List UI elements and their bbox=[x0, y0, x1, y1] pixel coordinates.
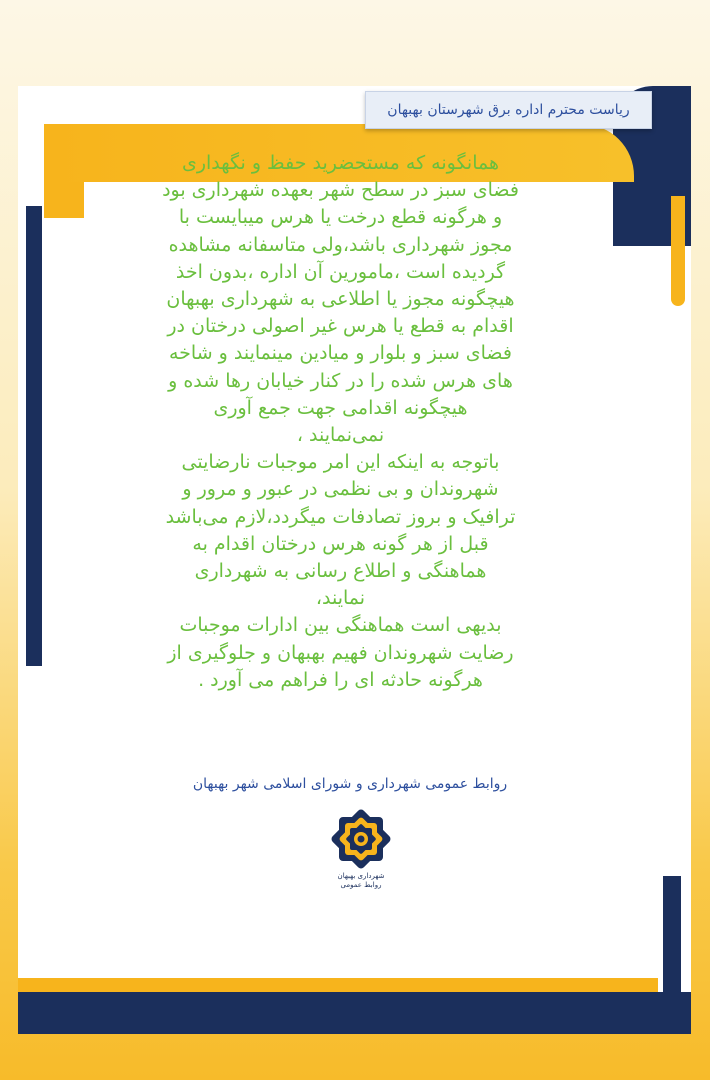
logo-subtitle: روابط عمومی bbox=[340, 881, 382, 889]
yellow-footer-bar bbox=[18, 978, 658, 992]
body-line: باتوجه به اینکه این امر موجبات نارضایتی bbox=[181, 451, 500, 474]
body-line: هرگونه حادثه ای را فراهم می آورد . bbox=[198, 668, 483, 691]
recipient-title: ریاست محترم اداره برق شهرستان بهبهان bbox=[387, 102, 630, 118]
body-line: هماهنگی و اطلاع رسانی به شهرداری bbox=[194, 560, 487, 583]
recipient-header bbox=[365, 91, 652, 129]
logo-title: شهرداری بهبهان bbox=[337, 872, 385, 880]
letter-body bbox=[98, 150, 583, 694]
body-line: رضایت شهروندان فهیم بهبهان و جلوگیری از bbox=[167, 641, 514, 664]
body-line: فضای سبز و بلوار و میادین مینمایند و شاخه bbox=[168, 342, 512, 365]
body-line: قبل از هر گونه هرس درختان اقدام به bbox=[192, 532, 489, 555]
body-line: نمی‌نمایند ، bbox=[296, 424, 385, 447]
navy-footer-bar bbox=[18, 992, 691, 1034]
body-line: بدیهی است هماهنگی بین ادارات موجبات bbox=[179, 614, 502, 637]
body-line: هیچگونه مجوز یا اطلاعی به شهرداری بهبهان bbox=[166, 288, 515, 311]
body-line: همانگونه که مستحضرید حفظ و نگهداری bbox=[181, 152, 500, 174]
municipality-logo bbox=[325, 806, 397, 902]
body-line: و هرگونه قطع درخت یا هرس میبایست با bbox=[178, 206, 503, 229]
body-line: ترافیک و بروز تصادفات میگردد،لازم می‌باشد bbox=[165, 505, 516, 528]
body-line: های هرس شده را در کنار خیابان رها شده و bbox=[168, 369, 513, 392]
body-line: اقدام به قطع یا هرس غیر اصولی درختان در bbox=[167, 315, 514, 338]
body-line: شهروندان و بی نظمی در عبور و مرور و bbox=[182, 478, 499, 501]
signature-line: روابط عمومی شهرداری و شورای اسلامی شهر بهبهان bbox=[192, 776, 508, 792]
municipality-star-logo-icon bbox=[328, 806, 394, 872]
body-line: مجوز شهرداری باشد،ولی متاسفانه مشاهده bbox=[168, 233, 513, 256]
navy-left-strip bbox=[26, 206, 42, 666]
yellow-side-decoration bbox=[671, 196, 685, 306]
body-line: گردیده است ،مامورین آن اداره ،بدون اخذ bbox=[175, 260, 506, 283]
yellow-band-tail bbox=[44, 182, 84, 218]
body-line: فضای سبز در سطح شهر بعهده شهرداری بود bbox=[162, 179, 519, 202]
body-line: هیچگونه اقدامی جهت جمع آوری bbox=[213, 396, 468, 419]
body-line: نمایند، bbox=[315, 587, 366, 610]
